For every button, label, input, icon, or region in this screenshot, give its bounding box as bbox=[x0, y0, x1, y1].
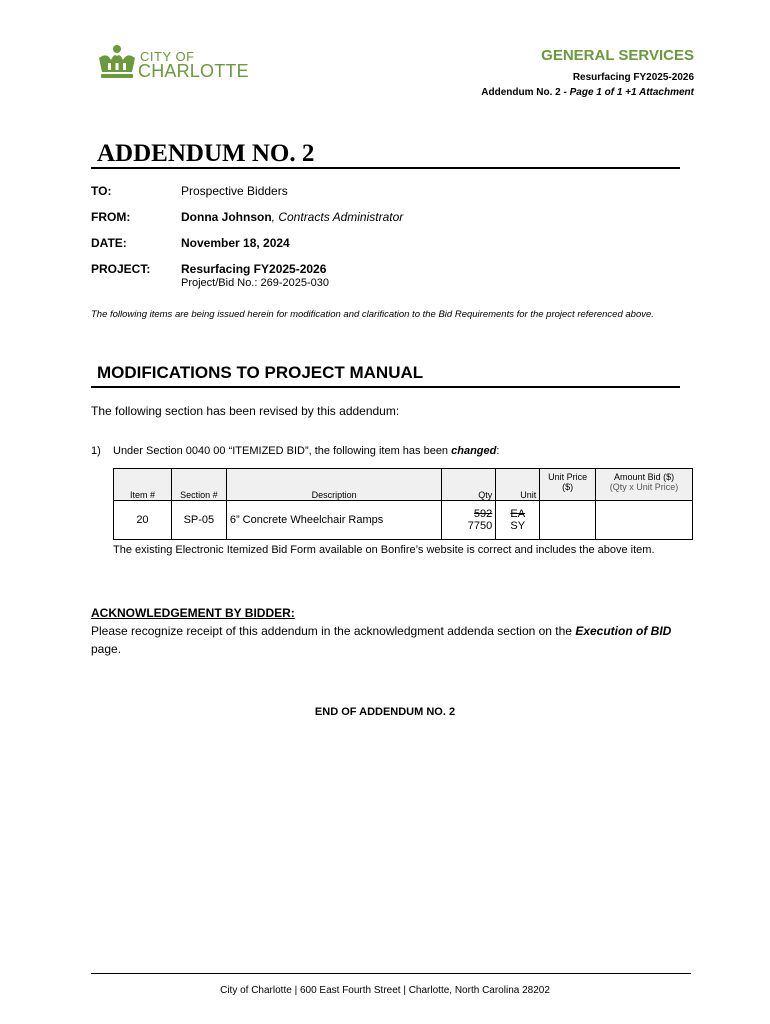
section-intro: The following section has been revised by this addendum: bbox=[91, 404, 400, 418]
section-title: MODIFICATIONS TO PROJECT MANUAL bbox=[97, 363, 424, 382]
end-marker: END OF ADDENDUM NO. 2 bbox=[314, 706, 456, 718]
ack-emphasis: Execution of BID bbox=[575, 624, 672, 638]
cell-unit-price bbox=[540, 501, 596, 540]
to-label: TO: bbox=[91, 184, 112, 198]
qty-old: 592 bbox=[473, 508, 493, 520]
from-label: FROM: bbox=[91, 210, 131, 224]
table-row bbox=[114, 501, 693, 540]
cell-description: 6” Concrete Wheelchair Ramps bbox=[226, 501, 442, 540]
header-addendum-number: Addendum No. 2 bbox=[481, 87, 561, 98]
logo-city-text: CITY OF bbox=[140, 49, 195, 64]
ack-text: Please recognize receipt of this addendum in the acknowledgment addenda section on the Execution of BID page. bbox=[91, 624, 672, 656]
ack-heading: ACKNOWLEDGEMENT BY BIDDER: bbox=[91, 606, 295, 620]
item-emphasis: changed bbox=[451, 445, 497, 457]
footer-rule bbox=[91, 973, 691, 974]
title-rule bbox=[91, 167, 680, 169]
project-value: Resurfacing FY2025-2026 bbox=[181, 262, 327, 276]
department-name: GENERAL SERVICES bbox=[541, 47, 694, 64]
cell-amount bbox=[596, 501, 693, 540]
unit-old: EA bbox=[510, 508, 526, 520]
intro-text: The following items are being issued herein for modification and clarification to the Bid Requirements for the project referenced above. bbox=[91, 309, 654, 320]
logo-name-text: CHARLOTTE bbox=[138, 61, 249, 81]
cell-qty bbox=[442, 501, 496, 540]
header-qty: Qty bbox=[442, 469, 496, 501]
cell-section: SP-05 bbox=[171, 501, 226, 540]
from-name: Donna Johnson bbox=[181, 210, 272, 224]
cell-unit bbox=[496, 501, 540, 540]
cell-item: 20 bbox=[114, 501, 172, 540]
project-label: PROJECT: bbox=[91, 262, 151, 276]
table-header-row bbox=[114, 469, 693, 501]
itemized-bid-table bbox=[113, 468, 693, 540]
to-value: Prospective Bidders bbox=[181, 184, 288, 198]
header-description: Description bbox=[226, 469, 442, 501]
date-value: November 18, 2024 bbox=[181, 236, 290, 250]
date-label: DATE: bbox=[91, 236, 127, 250]
header-addendum-ref bbox=[481, 87, 694, 98]
header-project: Resurfacing FY2025-2026 bbox=[572, 72, 694, 83]
header-page-info: - Page 1 of 1 +1 Attachment bbox=[560, 87, 694, 98]
city-logo bbox=[97, 44, 249, 84]
header-unit: Unit bbox=[496, 469, 540, 501]
note-text: The existing Electronic Itemized Bid Form available on Bonfire’s website is correct and includes the above item. bbox=[113, 544, 655, 556]
header-section: Section # bbox=[171, 469, 226, 501]
item-number: 1) bbox=[91, 445, 101, 457]
item-text: Under Section 0040 00 “ITEMIZED BID”, the following item has been changed: bbox=[113, 445, 500, 457]
header-item: Item # bbox=[114, 469, 172, 501]
from-value bbox=[181, 210, 403, 224]
from-title: , Contracts Administrator bbox=[271, 210, 404, 224]
footer-address: City of Charlotte | 600 East Fourth Street | Charlotte, North Carolina 28202 bbox=[220, 985, 550, 996]
section-rule bbox=[91, 386, 680, 388]
project-bid-number: Project/Bid No.: 269-2025-030 bbox=[181, 277, 329, 289]
header-unit-price: Unit Price ($) bbox=[540, 469, 596, 501]
qty-new: 7750 bbox=[467, 520, 493, 532]
page-title: ADDENDUM NO. 2 bbox=[97, 140, 315, 167]
unit-new: SY bbox=[510, 520, 526, 532]
header-amount: Amount Bid ($) (Qty x Unit Price) bbox=[596, 469, 693, 501]
crown-icon bbox=[97, 44, 137, 80]
